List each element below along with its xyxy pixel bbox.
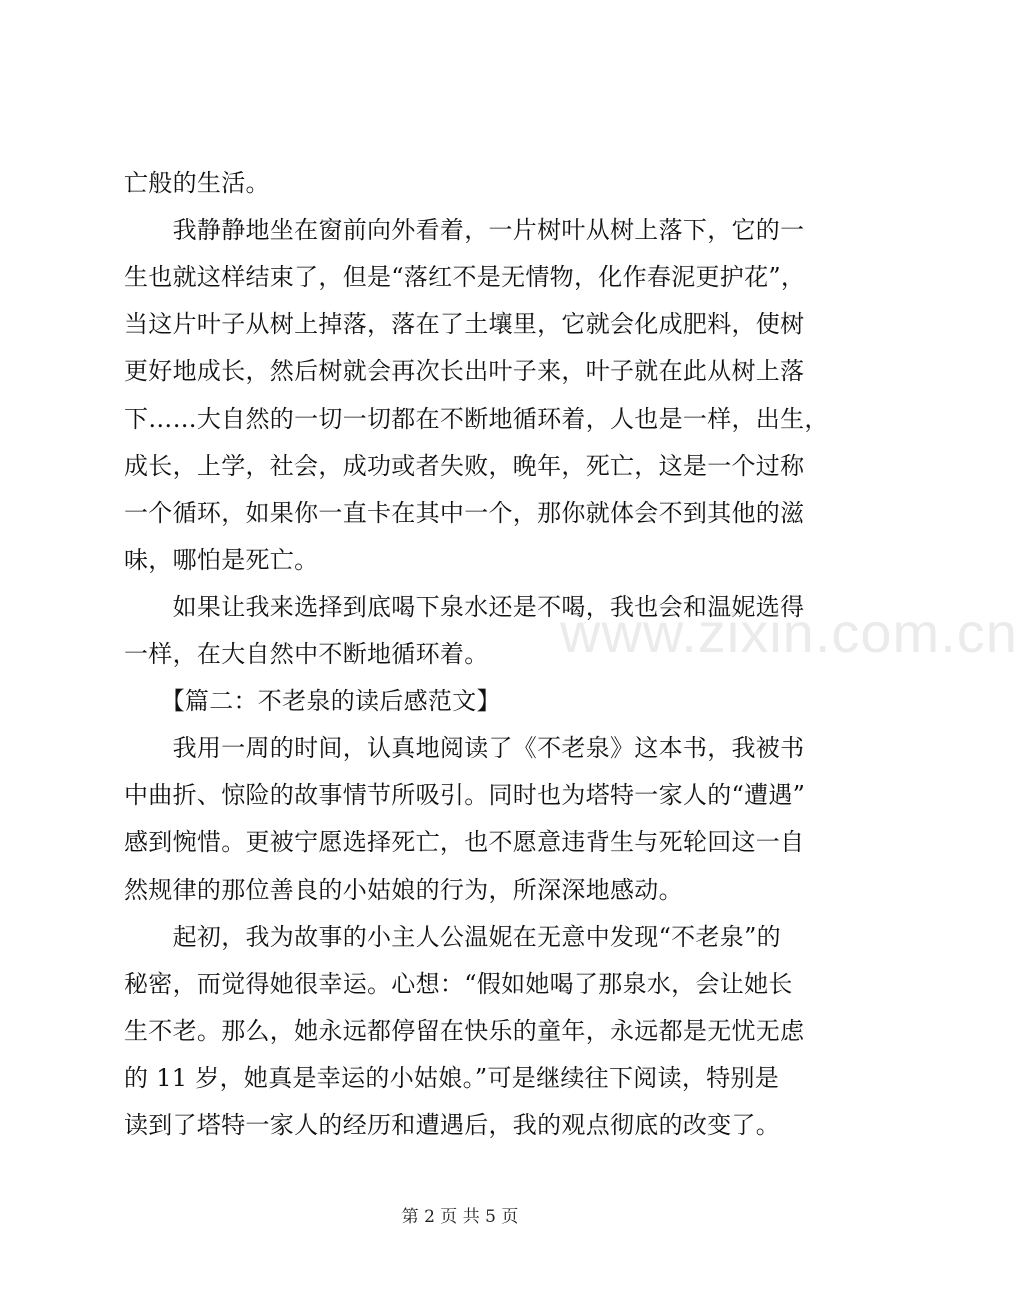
text-line-14: 中曲折、惊险的故事情节所吸引。同时也为塔特一家人的“遭遇”	[124, 781, 806, 809]
text-line-21: 读到了塔特一家人的经历和遭遇后，我的观点彻底的改变了。	[124, 1111, 781, 1139]
text-line-3: 生也就这样结束了，但是“落红不是无情物，化作春泥更护花”，	[124, 263, 806, 291]
text-line-11: 一样，在大自然中不断地循环着。	[124, 640, 489, 668]
text-line-1: 亡般的生活。	[124, 169, 270, 197]
text-line-15: 感到惋惜。更被宁愿选择死亡，也不愿意违背生与死轮回这一自	[124, 828, 805, 856]
watermark-text: www.zixin.com.cn	[560, 601, 1018, 664]
text-line-10: 如果让我来选择到底喝下泉水还是不喝，我也会和温妮选得	[124, 593, 805, 621]
text-line-19: 生不老。那么，她永远都停留在快乐的童年，永远都是无忧无虑	[124, 1017, 805, 1045]
text-line-6: 下……大自然的一切一切都在不断地循环着，人也是一样，出生，	[124, 405, 829, 433]
text-line-2: 我静静地坐在窗前向外看着，一片树叶从树上落下，它的一	[124, 216, 805, 244]
text-line-4: 当这片叶子从树上掉落，落在了土壤里，它就会化成肥料，使树	[124, 310, 805, 338]
text-line-9: 味，哪怕是死亡。	[124, 546, 319, 574]
text-line-17: 起初，我为故事的小主人公温妮在无意中发现“不老泉”的	[124, 923, 781, 951]
page-footer: 第 2 页 共 5 页	[401, 1207, 519, 1227]
text-line-8: 一个循环，如果你一直卡在其中一个，那你就体会不到其他的滋	[124, 499, 805, 527]
section-heading: 【篇二：不老泉的读后感范文】	[124, 687, 501, 715]
text-line-20: 的 11 岁，她真是幸运的小姑娘。”可是继续往下阅读，特别是	[124, 1064, 780, 1092]
text-line-16: 然规律的那位善良的小姑娘的行为，所深深地感动。	[124, 876, 683, 904]
text-line-13: 我用一周的时间，认真地阅读了《不老泉》这本书，我被书	[124, 734, 805, 762]
text-line-18: 秘密，而觉得她很幸运。心想：“假如她喝了那泉水，会让她长	[124, 970, 793, 998]
text-line-5: 更好地成长，然后树就会再次长出叶子来，叶子就在此从树上落	[124, 357, 805, 385]
text-line-7: 成长，上学，社会，成功或者失败，晚年，死亡，这是一个过称	[124, 452, 805, 480]
